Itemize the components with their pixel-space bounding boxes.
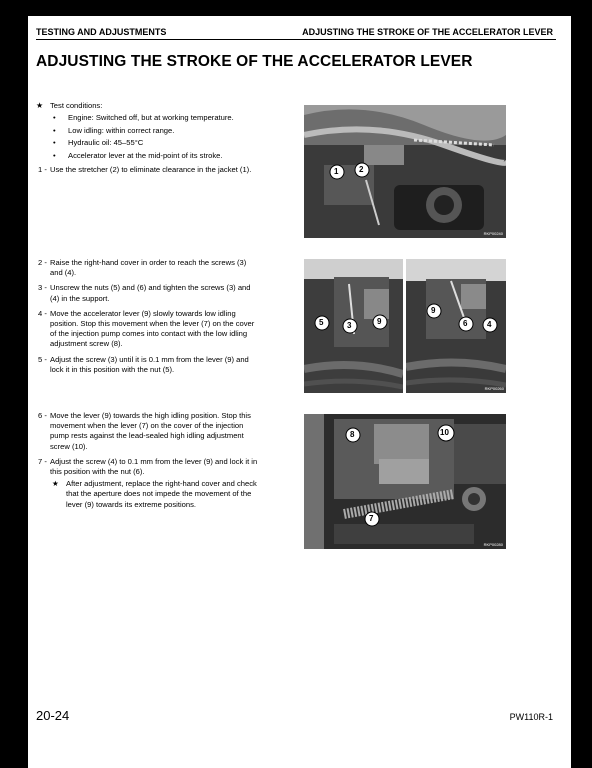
steps-block-3 <box>36 411 261 510</box>
step-text: Unscrew the nuts (5) and (6) and tighten the screws (3) and (4) in the support. <box>50 283 251 303</box>
star-icon: ★ <box>52 479 59 489</box>
step-6: 6 - Move the lever (9) towards the high idling position. Stop this movement when the lever (7) on the cover of the injection pump rests against the lead-sealed high idling adjustment screw (10). <box>38 411 251 451</box>
figure-code: RKP00280 <box>483 542 503 547</box>
callout-6: 6 <box>463 319 468 328</box>
figure-2-right-photo <box>406 259 506 393</box>
figure-1-photo <box>304 105 506 238</box>
step-text: Use the stretcher (2) to eliminate clearance in the jacket (1). <box>50 164 252 174</box>
step-3: 3 - Unscrew the nuts (5) and (6) and tighten the screws (3) and (4) in the support. <box>38 283 251 303</box>
conditions-label: Test conditions: <box>50 101 103 110</box>
conditions-list <box>50 113 261 161</box>
callout-9: 9 <box>377 317 382 326</box>
callout-3: 3 <box>347 321 352 330</box>
step-text: Adjust the screw (4) to 0.1 mm from the lever (9) and lock it in this position with the nut (6). <box>50 456 258 477</box>
step-text: Move the lever (9) towards the high idling position. Stop this movement when the lever (7) on the cover of the injection pump rests against the lead-sealed high idling adjustment screw (10). <box>50 411 251 451</box>
callout-1: 1 <box>334 167 339 176</box>
callout-7: 7 <box>369 514 374 523</box>
model-code: PW110R-1 <box>509 712 553 722</box>
step-5: 5 - Adjust the screw (3) until it is 0.1 mm from the lever (9) and lock it in this position with the nut (5). <box>38 354 249 374</box>
note-text: After adjustment, replace the right-hand cover and check that the aperture does not impede the movement of the lever (9) towards its extreme positions. <box>66 479 257 509</box>
callout-8: 8 <box>350 430 355 439</box>
step-text: Move the accelerator lever (9) slowly towards low idling position. Stop this movement when the lever (7) on the cover of the injection pump comes into contact with the low idling adjustment screw (8). <box>50 308 255 349</box>
figure-3-photo <box>304 414 506 549</box>
steps-block-2 <box>36 258 261 380</box>
step-2: 2 - Raise the right-hand cover in order to reach the screws (3) and (4). <box>38 258 247 278</box>
note <box>36 479 261 510</box>
step-text: Adjust the screw (3) until it is 0.1 mm from the lever (9) and lock it in this position with the nut (5). <box>50 354 249 374</box>
page-title: ADJUSTING THE STROKE OF THE ACCELERATOR LEVER <box>36 53 473 70</box>
callout-5: 5 <box>319 318 324 327</box>
star-icon: ★ <box>36 101 44 110</box>
step-text: Raise the right-hand cover in order to reach the screws (3) and (4). <box>50 258 247 278</box>
step-4: 4 - Move the accelerator lever (9) slowly towards low idling position. Stop this movement when the lever (7) on the cover of the injection pump comes into contact with the low idling adjustment screw (8). <box>38 308 255 349</box>
figure-code: RKP00260 <box>484 386 504 391</box>
page-number: 20-24 <box>36 708 70 723</box>
list-item: • Engine: Switched off, but at working temperature. <box>50 113 261 123</box>
figure-code: RKP00240 <box>483 231 503 236</box>
list-item: • Hydraulic oil: 45–55°C <box>50 138 261 148</box>
callout-2: 2 <box>359 165 364 174</box>
figure-2-left-photo <box>304 259 403 393</box>
callout-4: 4 <box>487 320 492 329</box>
header-topic: ADJUSTING THE STROKE OF THE ACCELERATOR LEVER <box>302 27 553 37</box>
conditions-block <box>36 101 261 180</box>
callout-9: 9 <box>431 306 436 315</box>
list-item: • Low idling: within correct range. <box>50 126 261 136</box>
list-item: • Accelerator lever at the mid-point of its stroke. <box>50 151 261 161</box>
header-rule <box>36 39 556 40</box>
header-section: TESTING AND ADJUSTMENTS <box>36 27 167 37</box>
callout-10: 10 <box>440 428 449 437</box>
step-7: 7 - Adjust the screw (4) to 0.1 mm from the lever (9) and lock it in this position with the nut (6). <box>38 456 258 477</box>
step-1: 1 - Use the stretcher (2) to eliminate clearance in the jacket (1). <box>38 164 252 174</box>
